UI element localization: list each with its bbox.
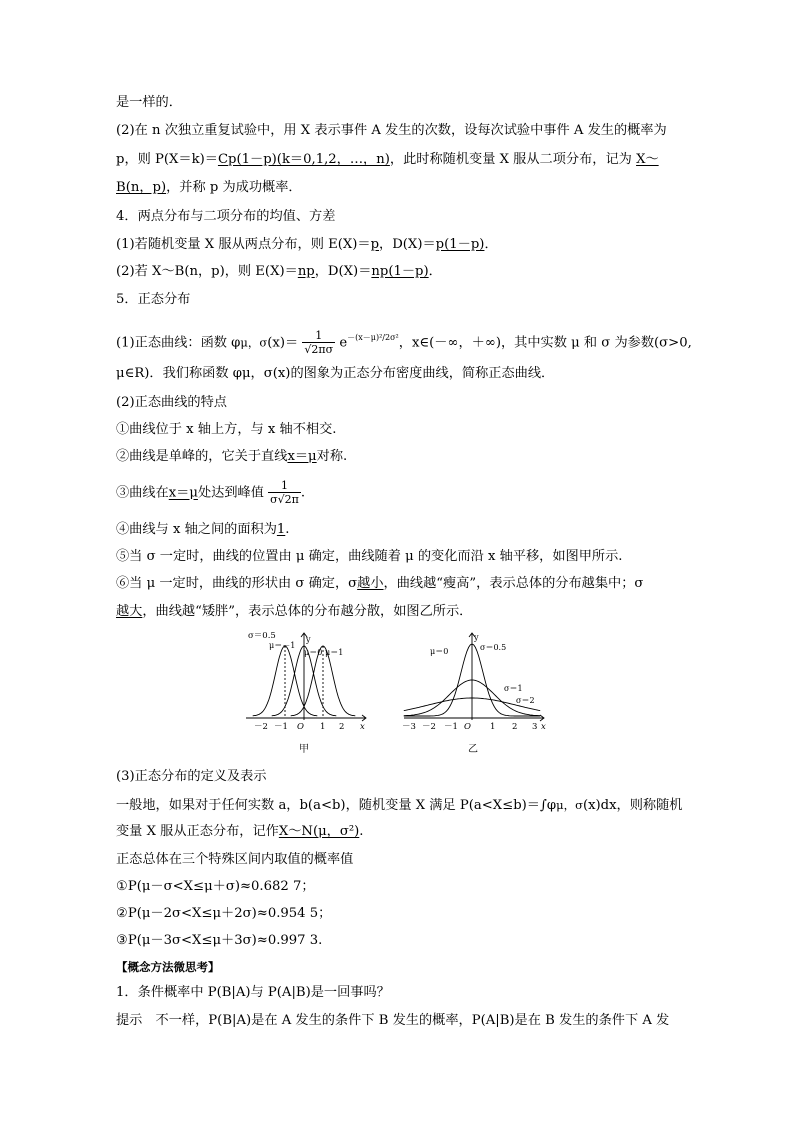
text-line: B(n，p)，并称 p 为成功概率．: [116, 180, 302, 195]
text-line: μ∈R)．我们称函数 φμ，σ(x)的图象为正态分布密度曲线，简称正态曲线．: [116, 366, 555, 381]
x-axis-label: x: [360, 722, 365, 732]
mu-label-neg1: μ＝－1: [269, 641, 296, 650]
x-tick: －2: [254, 722, 268, 732]
text-line: p，则 P(X＝k)＝Cp(1－p)(k＝0,1,2，…，n)，此时称随机变量 X 服从二项分布，记为 X～: [116, 152, 659, 167]
text-line: (2)若 X～B(n，p)，则 E(X)＝np，D(X)＝np(1－p)．: [116, 264, 442, 279]
x-tick: 1: [320, 722, 326, 732]
text-line: 正态总体在三个特殊区间内取值的概率值: [116, 852, 354, 867]
text-line: ⑥当 μ 一定时，曲线的形状由 σ 确定，σ越小，曲线越“瘦高”，表示总体的分布越集中；σ: [116, 576, 644, 591]
text-line: 一般地，如果对于任何实数 a，b(a<b)，随机变量 X 满足 P(a<X≤b)＝∫φμ，σ(x)dx，则称随机: [116, 798, 683, 813]
curve-mu-1: [291, 646, 356, 716]
text-line: 是一样的．: [116, 95, 182, 110]
origin-label: O: [297, 722, 304, 732]
text-line: ⑤当 σ 一定时，曲线的位置由 μ 确定，曲线随着 μ 的变化而沿 x 轴平移，如图甲所示.: [116, 549, 623, 564]
text-line: 越大，曲线越“矮胖”，表示总体的分布越分散，如图乙所示．: [116, 604, 473, 619]
x-tick: －2: [422, 722, 436, 732]
text-line: ②曲线是单峰的，它关于直线x＝μ对称.: [116, 449, 348, 464]
x-tick: 2: [339, 722, 345, 732]
sigma-label-0.5: σ＝0.5: [480, 643, 507, 652]
sigma-label-1: σ＝1: [504, 684, 523, 693]
origin-label: O: [464, 722, 471, 732]
x-tick: 3: [532, 722, 538, 732]
sigma-label-2: σ＝2: [516, 696, 535, 705]
section-tag: 【概念方法微思考】: [116, 960, 220, 974]
question-line: 1．条件概率中 P(B|A)与 P(A|B)是一回事吗？: [116, 985, 390, 1000]
text-line: ①P(μ－σ<X≤μ＋σ)≈0.682 7；: [116, 879, 315, 894]
x-tick: －1: [274, 722, 288, 732]
section-heading: 4．两点分布与二项分布的均值、方差: [116, 209, 336, 224]
text-line: ①曲线位于 x 轴上方，与 x 轴不相交.: [116, 422, 337, 437]
text-line: ④曲线与 x 轴之间的面积为1.: [116, 522, 290, 537]
section-heading: 5．正态分布: [116, 292, 191, 307]
figure-caption: 乙: [468, 744, 478, 755]
fraction: $\frac{1}{\sigma√2\pi}$: [270, 479, 299, 506]
y-axis-label: y: [306, 635, 311, 644]
text-line: (3)正态分布的定义及表示: [116, 769, 267, 784]
text-line: 变量 X 服从正态分布，记作X～N(μ，σ²).: [116, 824, 364, 839]
text-line: (2)正态曲线的特点: [116, 395, 227, 410]
mu-label-1: μ＝1: [325, 648, 344, 657]
formula-line: ③曲线在x＝μ处达到峰值 $\frac{1}{\sigma√2\pi}$ .: [116, 479, 306, 506]
x-tick: －1: [444, 722, 458, 732]
figure-yi: [400, 628, 550, 756]
figure-jia: [240, 628, 375, 756]
y-axis-label: y: [474, 633, 479, 642]
x-axis-label: x: [541, 722, 546, 732]
sigma-label: σ＝0.5: [248, 631, 276, 641]
figure-caption: 甲: [299, 744, 309, 755]
fraction: $\frac{1}{√2\pi\sigma}$: [304, 329, 334, 356]
text-line: (2)在 n 次独立重复试验中，用 X 表示事件 A 发生的次数，设每次试验中事件 A 发生的概率为: [116, 123, 667, 138]
text-line: ③P(μ－3σ<X≤μ＋3σ)≈0.997 3.: [116, 933, 323, 948]
text-line: (1)若随机变量 X 服从两点分布，则 E(X)＝p，D(X)＝p(1－p)．: [116, 237, 498, 252]
mu-label: μ＝0: [430, 647, 449, 656]
formula-line: (1)正态曲线：函数 φμ，σ(x)＝ $\frac{1}{√2\pi\sigma}$ $e^{-(x-\mu)^2/2\sigma^2}$，x∈(－∞，＋∞)，其中实数 μ 和 σ 为参数(σ>0,: [116, 329, 692, 356]
x-tick: 1: [490, 722, 496, 732]
mu-label-0: μ＝0: [304, 648, 323, 657]
x-tick: 2: [512, 722, 518, 732]
text-line: ②P(μ－2σ<X≤μ＋2σ)≈0.954 5；: [116, 906, 332, 921]
x-tick: －3: [402, 722, 416, 732]
text-line: 提示 不一样，P(B|A)是在 A 发生的条件下 B 发生的概率，P(A|B)是在 B 发生的条件下 A 发: [116, 1013, 670, 1028]
